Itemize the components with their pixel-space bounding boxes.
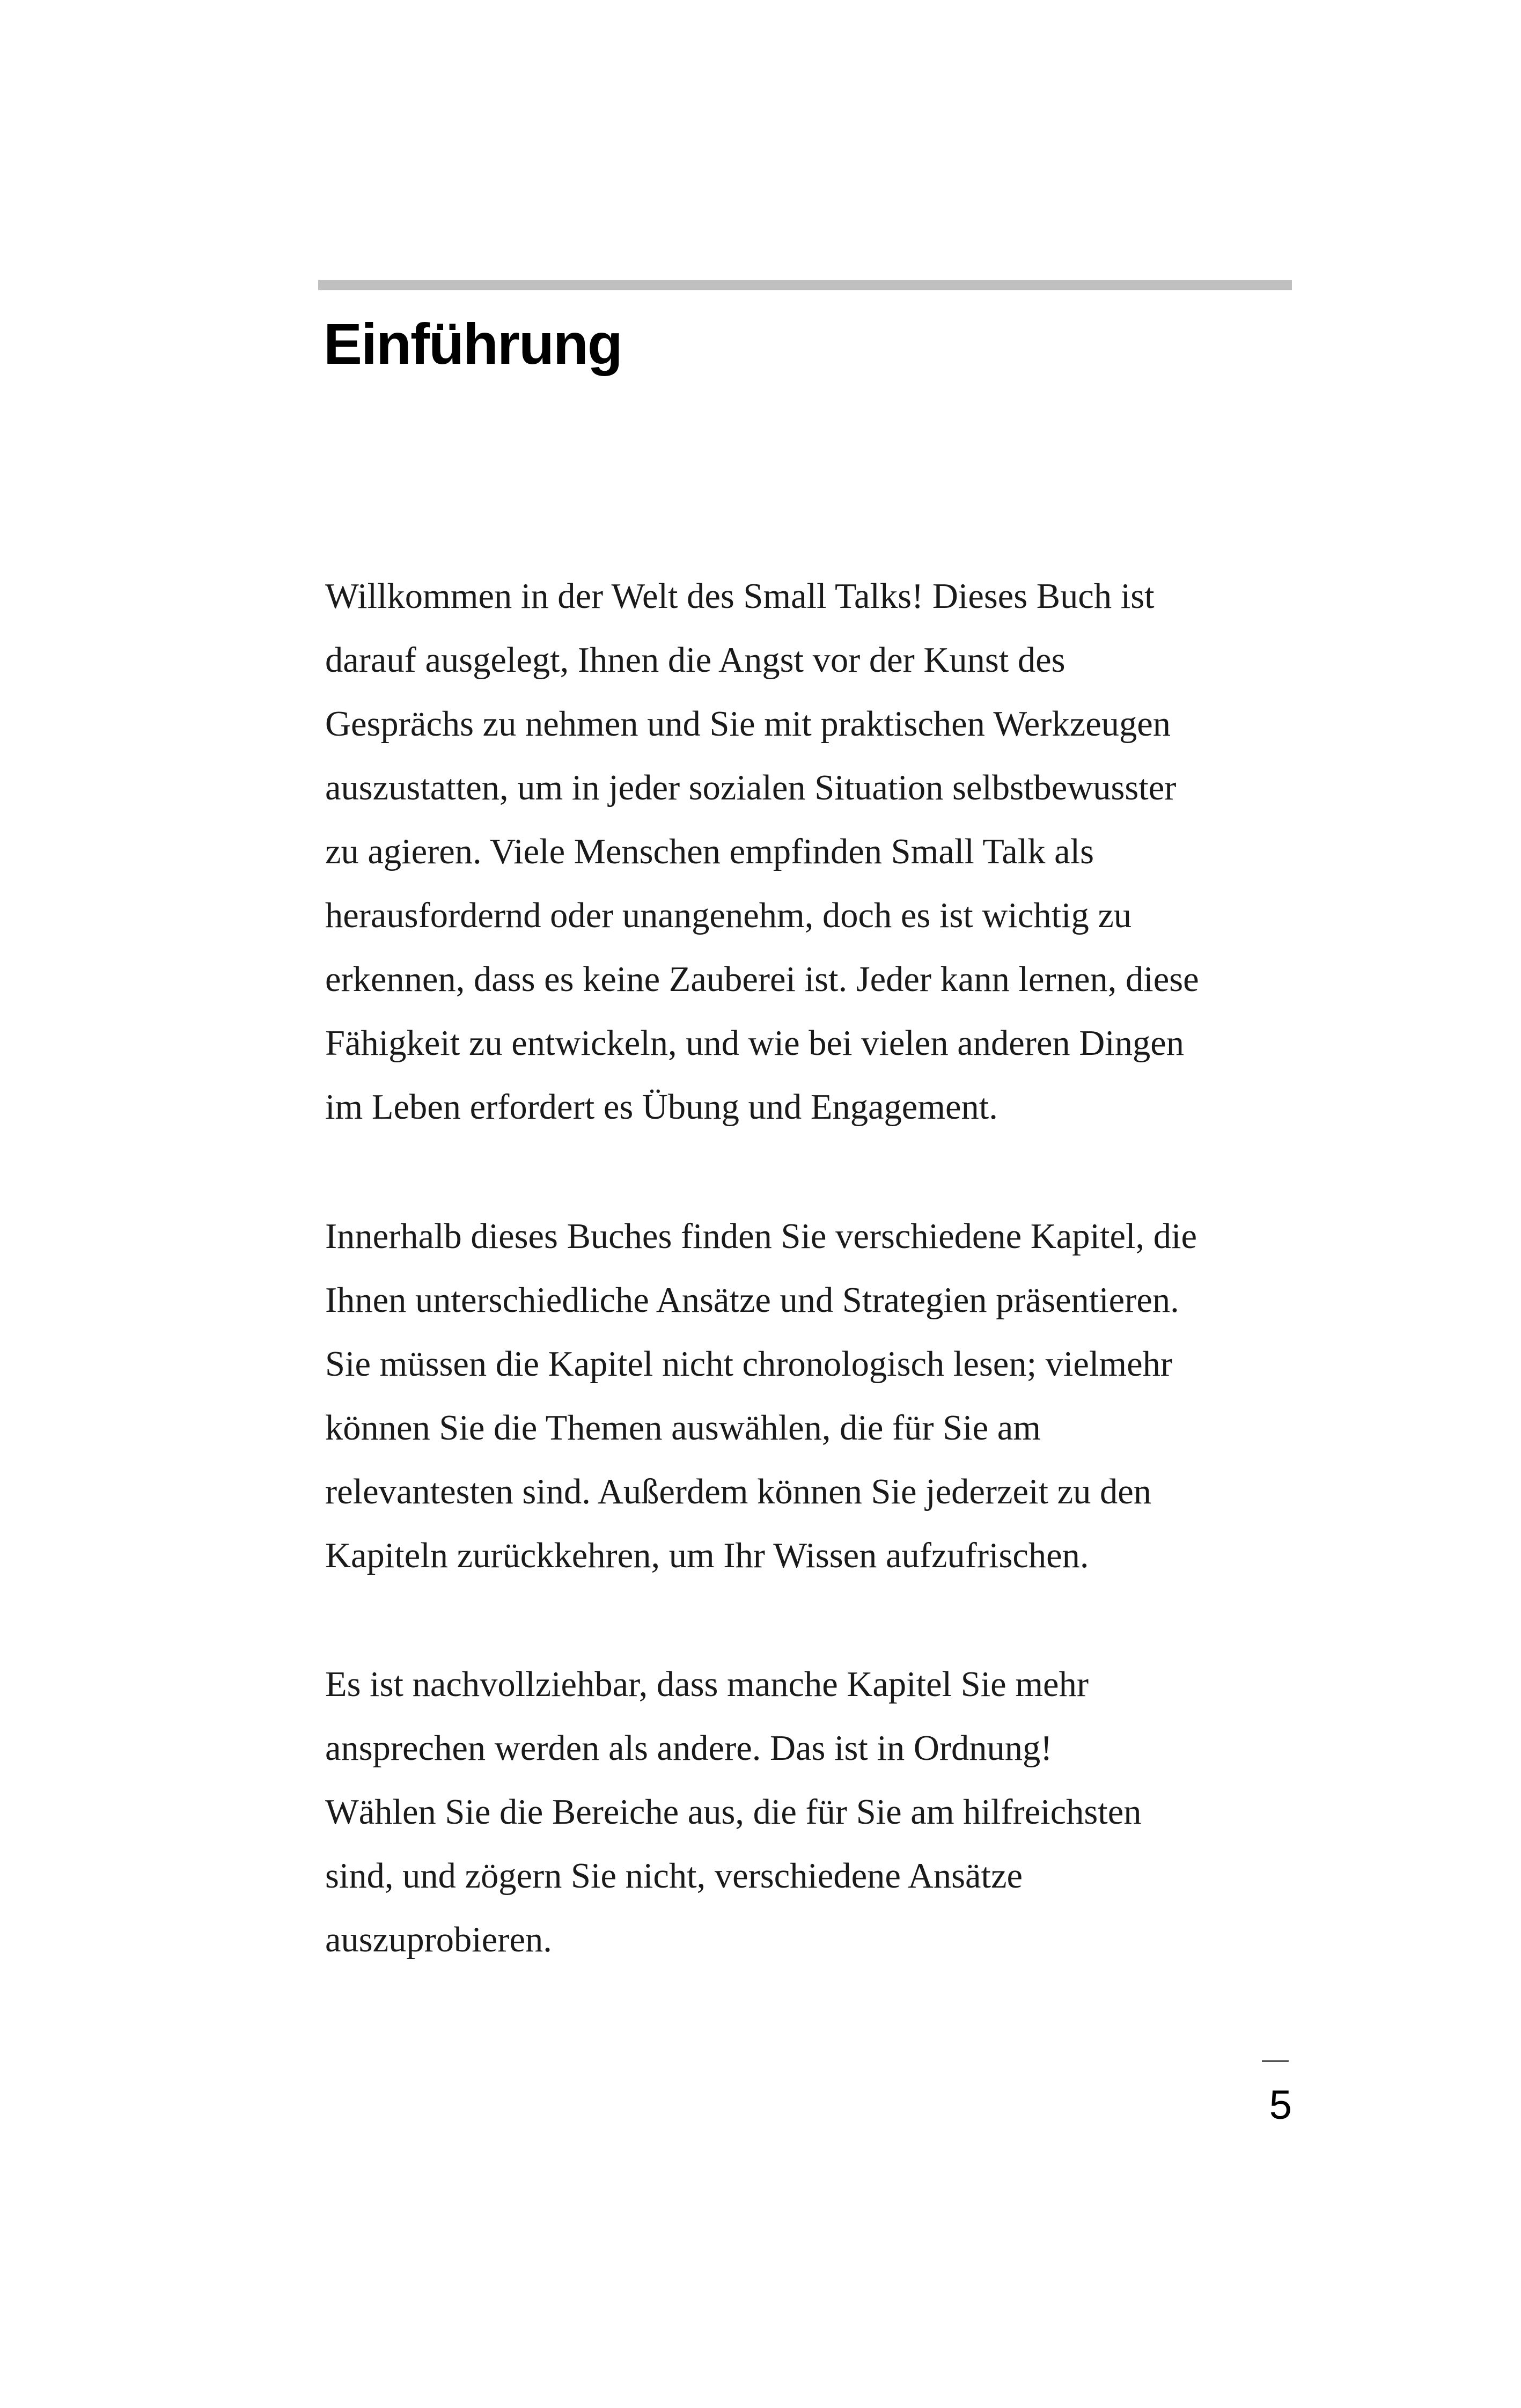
text-line: zu agieren. Viele Menschen empfinden Small Talk als [325,832,1094,871]
text-line: Ihnen unterschiedliche Ansätze und Strategien präsentieren. [325,1281,1179,1320]
text-line: herausfordernd oder unangenehm, doch es ist wichtig zu [325,896,1132,935]
text-line: Innerhalb dieses Buches finden Sie verschiedene Kapitel, die [325,1217,1197,1256]
text-line: Willkommen in der Welt des Small Talks! Dieses Buch ist [325,577,1155,616]
paragraph-3 [325,1653,1302,1972]
text-line: erkennen, dass es keine Zauberei ist. Jeder kann lernen, diese [325,960,1199,999]
text-line: können Sie die Themen auswählen, die für Sie am [325,1408,1041,1448]
paragraph-2 [325,1205,1302,1588]
text-line: relevantesten sind. Außerdem können Sie jederzeit zu den [325,1472,1152,1511]
text-line: Sie müssen die Kapitel nicht chronologisch lesen; vielmehr [325,1345,1173,1384]
text-line: Kapiteln zurückkehren, um Ihr Wissen aufzufrischen. [325,1536,1089,1575]
text-line: Fähigkeit zu entwickeln, und wie bei vielen anderen Dingen [325,1024,1185,1063]
chapter-title: Einführung [324,311,622,376]
page-number: 5 [1269,2082,1292,2128]
text-line: auszuprobieren. [325,1920,552,1959]
page-number-dash [1262,2060,1289,2062]
text-line: Es ist nachvollziehbar, dass manche Kapitel Sie mehr [325,1665,1089,1704]
text-line: darauf ausgelegt, Ihnen die Angst vor der Kunst des [325,641,1066,680]
text-line: Wählen Sie die Bereiche aus, die für Sie am hilfreichsten [325,1793,1142,1832]
text-line: im Leben erfordert es Übung und Engagement. [325,1088,998,1127]
text-line: sind, und zögern Sie nicht, verschiedene Ansätze [325,1856,1023,1896]
chapter-header-rule [318,280,1292,290]
text-line: auszustatten, um in jeder sozialen Situation selbstbewusster [325,768,1177,807]
paragraph-1 [325,564,1302,1139]
text-line: ansprechen werden als andere. Das ist in Ordnung! [325,1729,1053,1768]
text-line: Gesprächs zu nehmen und Sie mit praktischen Werkzeugen [325,704,1171,744]
